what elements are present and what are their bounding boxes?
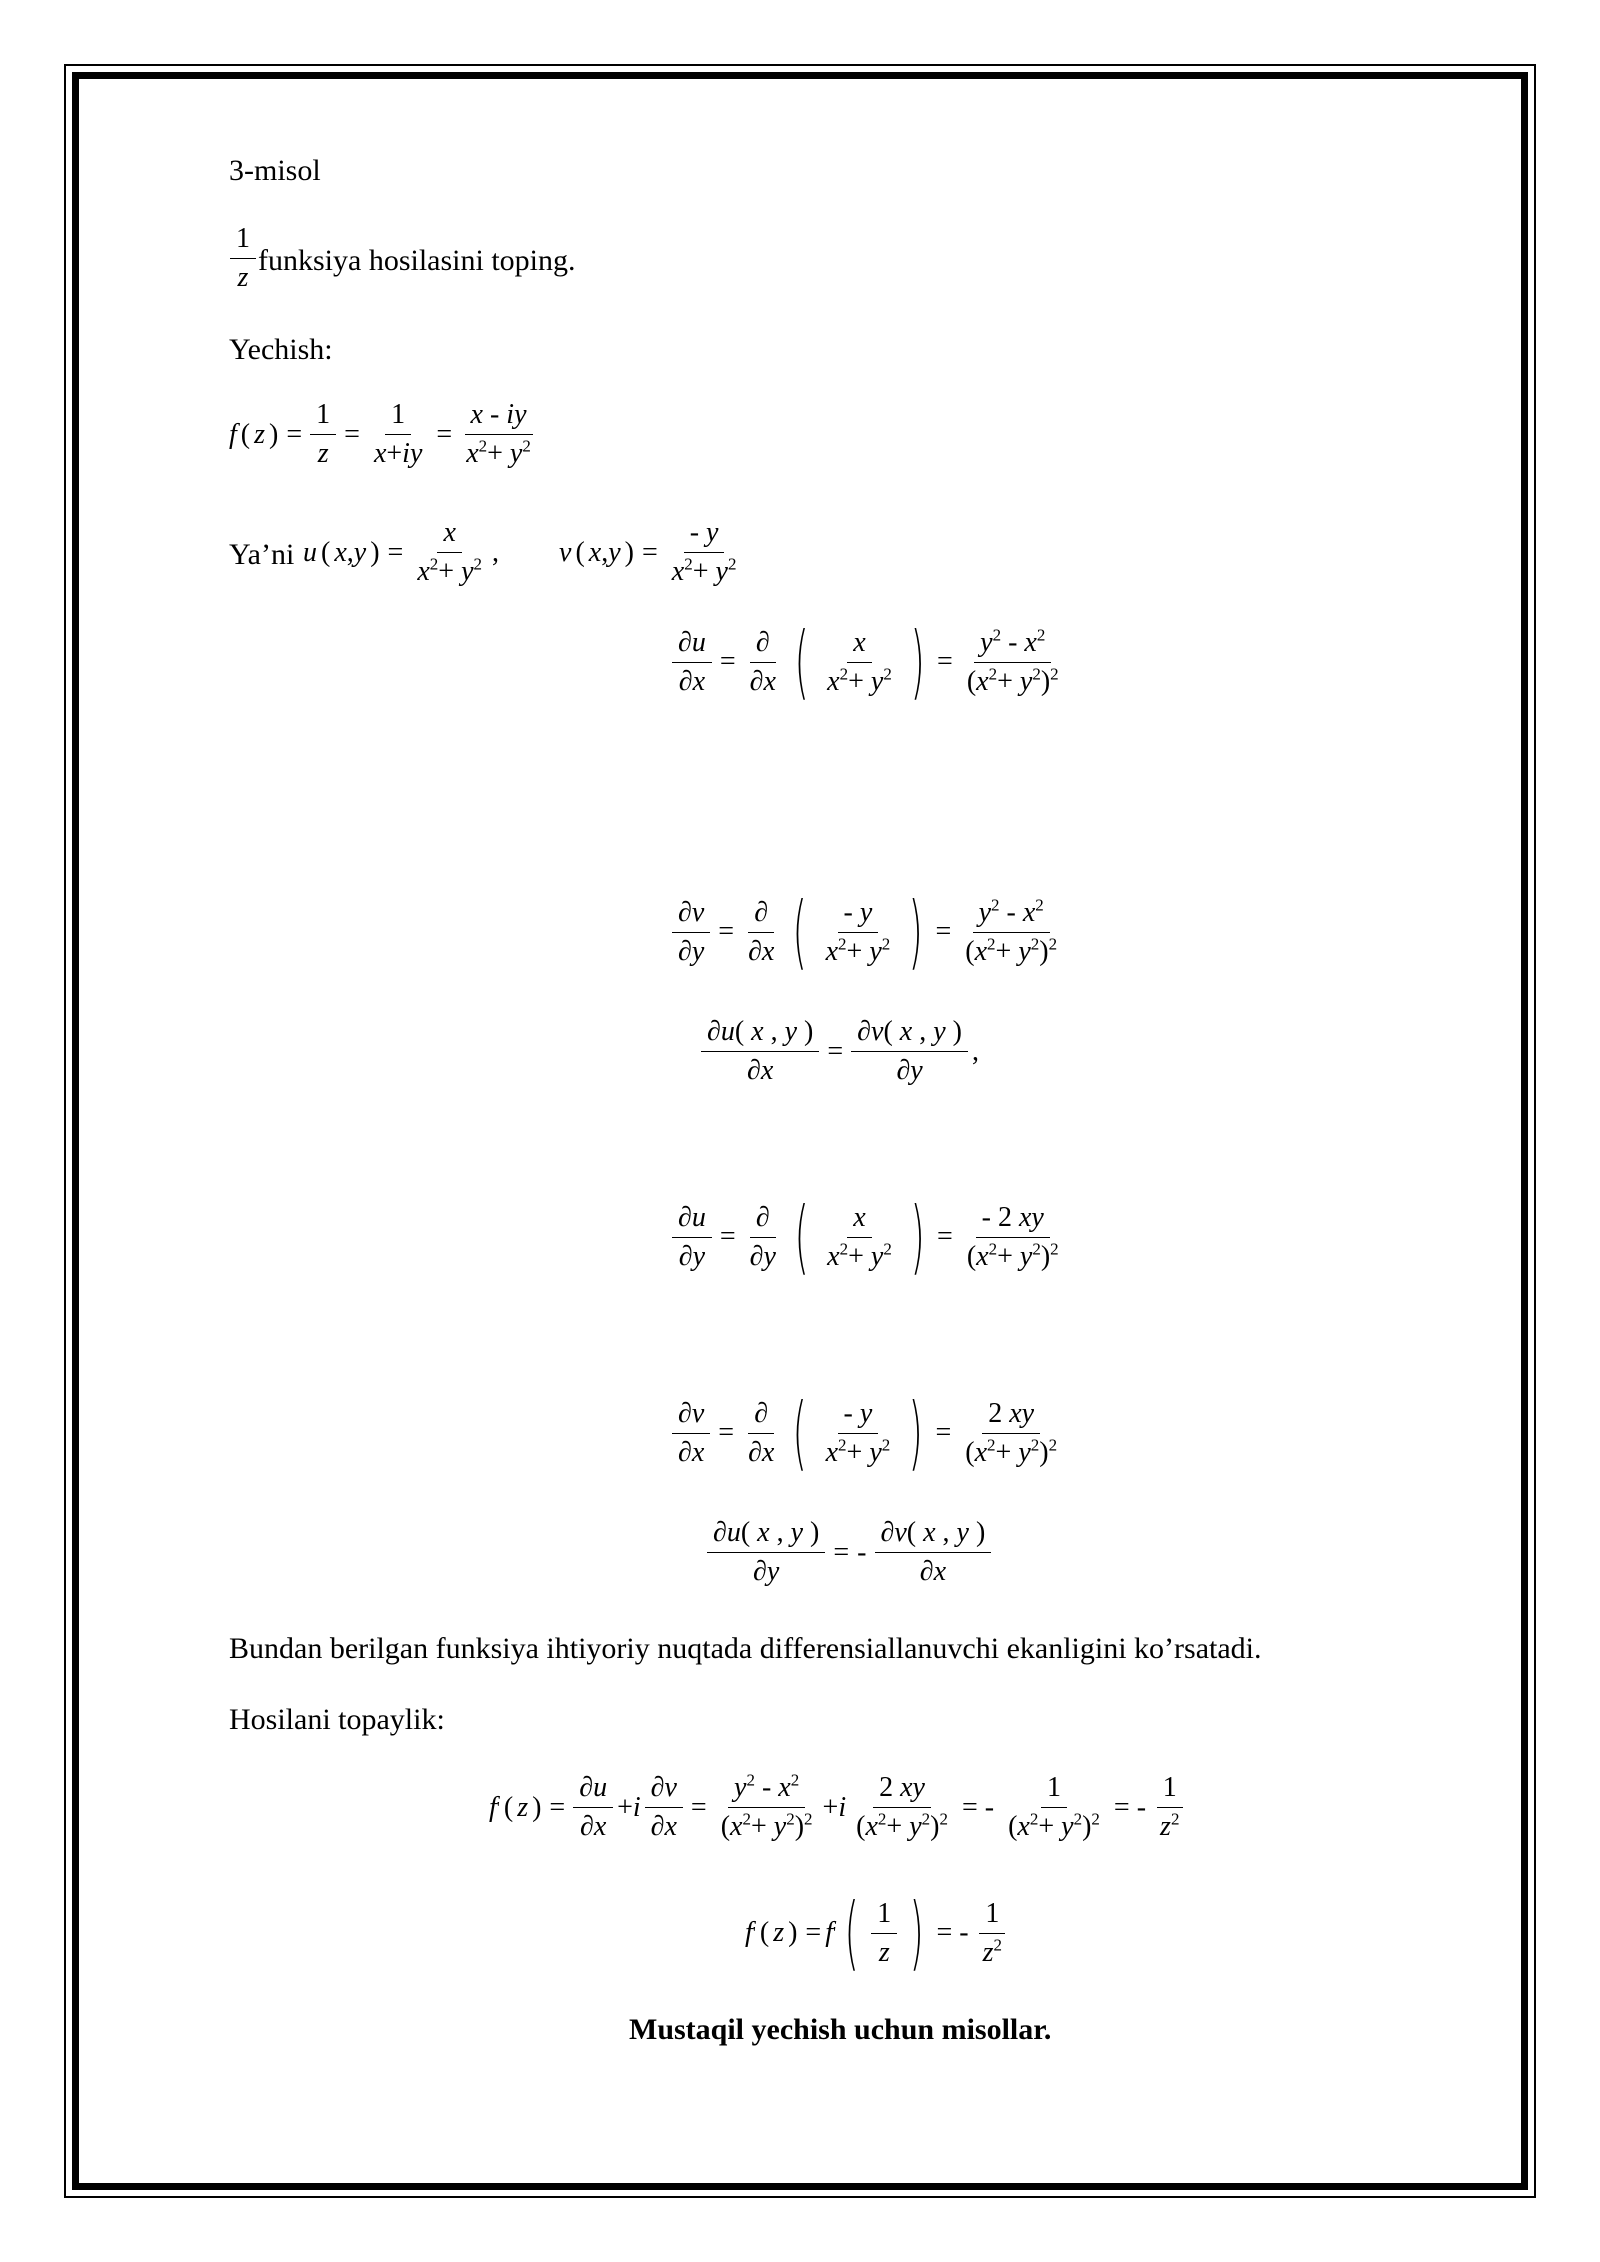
page-border-inner xyxy=(72,72,1528,2190)
formula-du-dx: $\frac{\partial u}{\partial x}$ = $\frac{\partial}{\partial x}$ ( $\frac{x}{x^2+ y^2}$ ) = $\frac{y^2 - x^2}{(x^2+ y^2)^2}$ xyxy=(668,622,1069,702)
example-heading: 3-misol xyxy=(229,154,321,187)
formula-cauchy-riemann-2: $\frac{\partial u( x , y )}{\partial y}$ = - $\frac{\partial v( x , y )}{\partial x}$ xyxy=(703,1516,995,1589)
task-fraction: $\frac{1}{z}$ xyxy=(226,222,260,295)
formula-f-of-z: f ( z ) = $\frac{1}{z}$ = $\frac{1}{x+iy}$ = $\frac{x - iy}{x^2+ y^2}$ xyxy=(229,399,531,469)
formula-dv-dx: $\frac{\partial v}{\partial x}$ = $\frac{\partial}{\partial x}$ ( $\frac{- y}{x^2+ y^2}$ ) = $\frac{2 xy}{(x^2+ y^2)^2}$ xyxy=(668,1393,1067,1473)
formula-du-dy: $\frac{\partial u}{\partial y}$ = $\frac{\partial}{\partial y}$ ( $\frac{x}{x^2+ y^2}$ ) = $\frac{- 2 xy}{(x^2+ y^2)^2}$ xyxy=(668,1197,1069,1277)
formula-u-v-definition: u ( x , y ) = $\frac{x}{x^2+ y^2}$ , v ( x , y ) = $\frac{- y}{x^2+ y^2}$ xyxy=(303,517,737,587)
task-text: funksiya hosilasini toping. xyxy=(258,244,576,277)
formula-derivative-result: f ' ( z ) = f ' ( $\frac{1}{z}$ ) = - $\frac{1}{z^2}$ xyxy=(745,1893,1012,1973)
conclusion-text: Bundan berilgan funksiya ihtiyoriy nuqtada differensiallanuvchi ekanligini ko’rsatadi. xyxy=(229,1632,1262,1665)
yani-label: Ya’ni xyxy=(229,538,295,571)
formula-derivative: f ' ( z ) = $\frac{\partial u}{\partial x}$ + i $\frac{\partial v}{\partial x}$ = $\frac{y^2 - x^2}{(x^2+ y^2)^2}$ + i $\frac{2 xy}{(x^2+ y^2)^2}$ = - $\frac{1}{(x^2+ y^2)^2}$ = - $\frac{1}{z^2}$ xyxy=(489,1771,1189,1844)
exercises-heading: Mustaqil yechish uchun misollar. xyxy=(629,2013,1052,2046)
formula-cauchy-riemann-1: $\frac{\partial u( x , y )}{\partial x}$ = $\frac{\partial v( x , y )}{\partial y}$ , xyxy=(697,1015,979,1088)
formula-dv-dy: $\frac{\partial v}{\partial y}$ = $\frac{\partial}{\partial x}$ ( $\frac{- y}{x^2+ y^2}$ ) = $\frac{y^2 - x^2}{(x^2+ y^2)^2}$ xyxy=(668,892,1067,972)
solution-label: Yechish: xyxy=(229,333,333,366)
derivative-label: Hosilani topaylik: xyxy=(229,1703,445,1736)
